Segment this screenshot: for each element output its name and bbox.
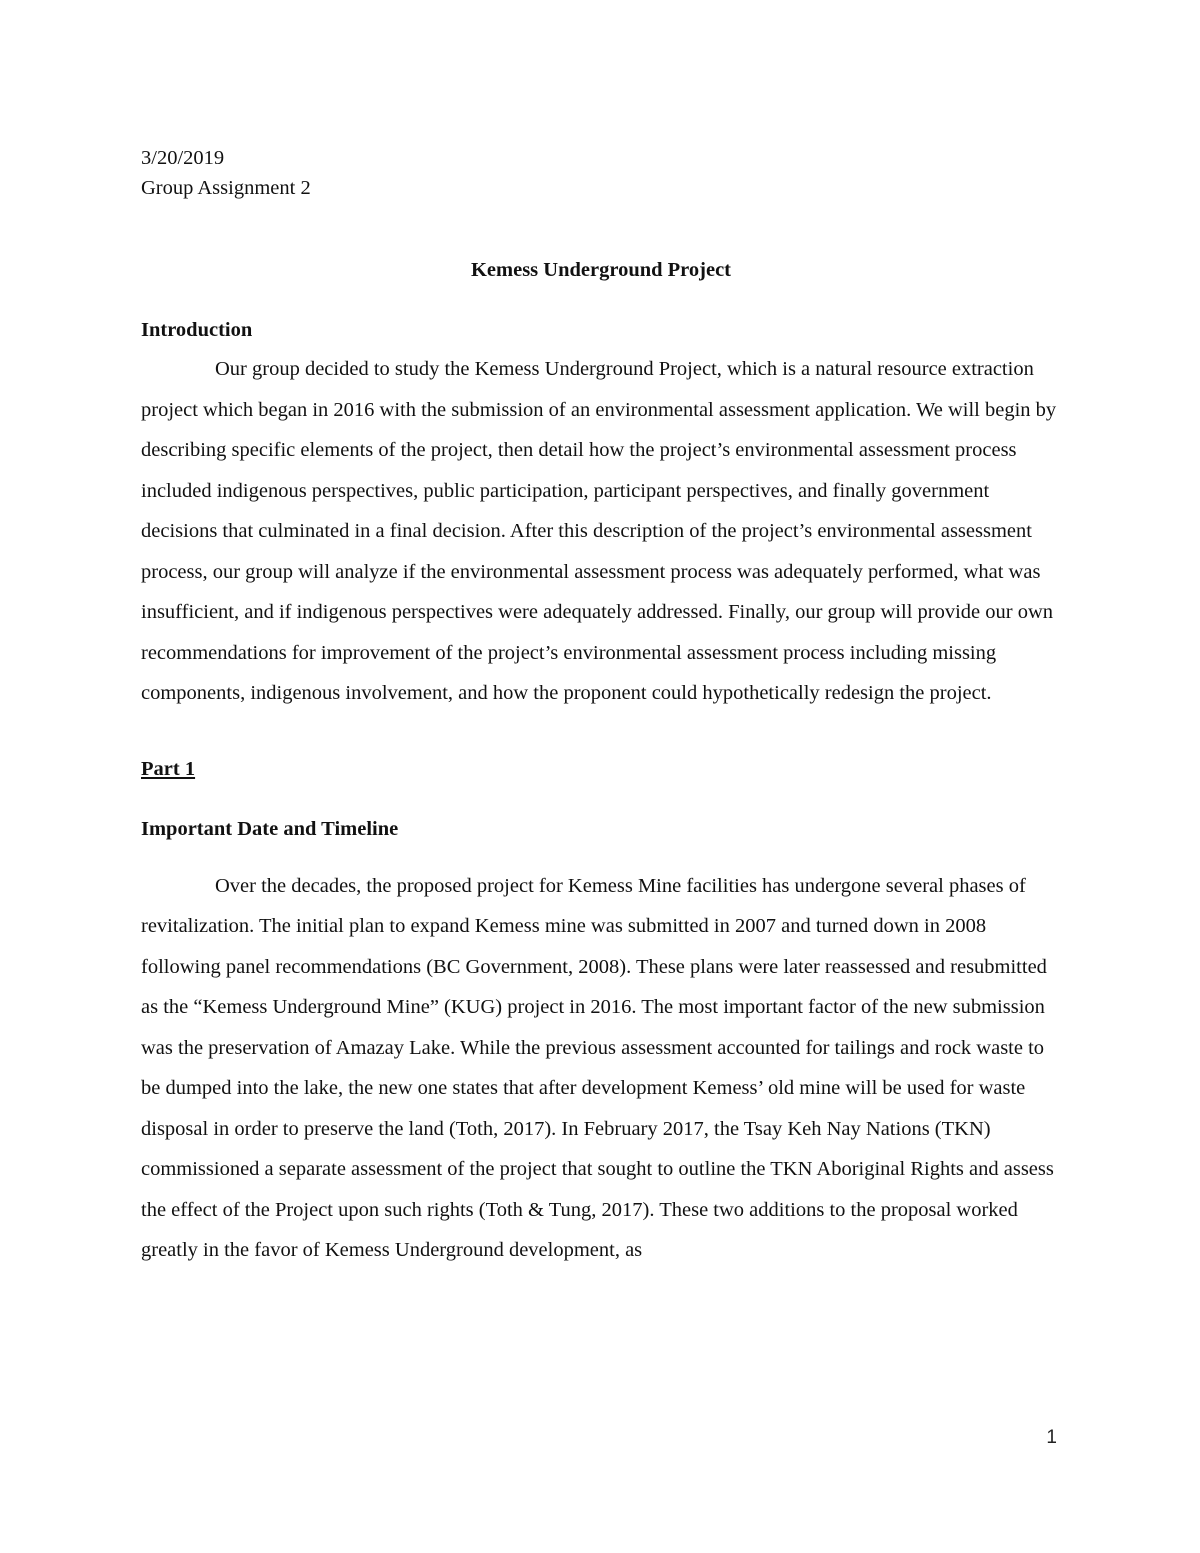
document-content — [141, 143, 1061, 1271]
timeline-paragraph: Over the decades, the proposed project for Kemess Mine facilities has undergone several phases of revitalization. The initial plan to expand Kemess mine was submitted in 2007 and turned down in 2008 following panel recommendations (BC Government, 2008). These plans were later reassessed and resubmitted as the “Kemess Underground Mine” (KUG) project in 2016. The most important factor of the new submission was the preservation of Amazay Lake. While the previous assessment accounted for tailings and rock waste to be dumped into the lake, the new one states that after development Kemess’ old mine will be used for waste disposal in order to preserve the land (Toth, 2017). In February 2017, the Tsay Keh Nay Nations (TKN) commissioned a separate assessment of the project that sought to outline the TKN Aboriginal Rights and assess the effect of the Project upon such rights (Toth & Tung, 2017). These two additions to the proposal worked greatly in the favor of Kemess Underground development, as — [141, 874, 1054, 1261]
section-heading-timeline: Important Date and Timeline — [141, 817, 399, 840]
part-1-label: Part 1 — [141, 757, 196, 780]
document-date: 3/20/2019 — [141, 147, 225, 169]
section-heading-introduction: Introduction — [141, 319, 253, 341]
assignment-label: Group Assignment 2 — [141, 177, 311, 199]
introduction-paragraph: Our group decided to study the Kemess Underground Project, which is a natural resource extraction project which began in 2016 with the submission of an environmental assessment application. We will begin by describing specific elements of the project, then detail how the project’s environmental assessment process included indigenous perspectives, public participation, participant perspectives, and finally government decisions that culminated in a final decision. After this description of the project’s environmental assessment process, our group will analyze if the environmental assessment process was adequately performed, what was insufficient, and if indigenous perspectives were adequately addressed. Finally, our group will provide our own recommendations for improvement of the project’s environmental assessment process including missing components, indigenous involvement, and how the proponent could hypothetically redesign the project. — [141, 358, 1057, 704]
document-title: Kemess Underground Project — [470, 259, 731, 281]
section-heading-part-1 — [141, 754, 1061, 784]
page-number: 1 — [1046, 1427, 1057, 1448]
